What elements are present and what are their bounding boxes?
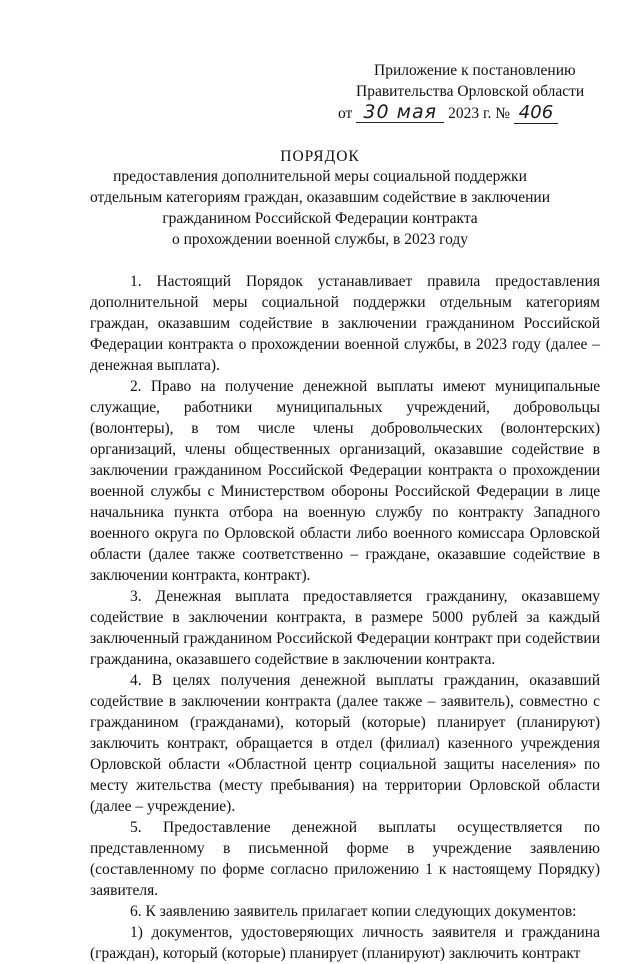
document-title: ПОРЯДОК [280, 148, 360, 165]
year-and-number-label: 2023 г. № [448, 105, 511, 122]
paragraph-6: 6. К заявлению заявитель прилагает копии следующих документов: [130, 903, 577, 920]
attachment-header [338, 60, 628, 124]
paragraph-1: 1. Настоящий Порядок устанавливает правила предоставления дополнительной меры социальной поддержки отдельным категориям граждан, оказавшим содействие в заключении гражданином Российской Федерации контракта о прохождении военной службы, в 2023 году (далее – денежная выплата). [90, 273, 600, 374]
paragraph-6-item-1: 1) документов, удостоверяющих личность заявителя и гражданина (граждан), который (которые) планирует (планируют) заключить контракт [90, 924, 600, 962]
subtitle-line-2: отдельным категориям граждан, оказавшим содействие в заключении [89, 189, 551, 206]
paragraph-3: 3. Денежная выплата предоставляется гражданину, оказавшему содействие в заключении контракта, в размере 5000 рублей за каждый заключенный гражданином Российской Федерации контракт при содействии гражданина, оказавшего содействие в заключении контракта. [90, 588, 600, 668]
paragraph-5: 5. Предоставление денежной выплаты осуществляется по представленному в письменной форме в учреждение заявлению (составленному по форме согласно приложению 1 к настоящему Порядку) заявителя. [90, 819, 600, 899]
handwritten-number: 406 [514, 103, 558, 124]
attachment-line-2: Правительства Орловской области [356, 83, 585, 100]
handwritten-date: 30 мая [356, 102, 444, 123]
document-subtitle [0, 166, 640, 250]
paragraph-4: 4. В целях получения денежной выплаты гражданин, оказавший содействие в заключении контракта (далее также – заявитель), совместно с гражданином (гражданами), который (которые) планирует (планируют) заключить контракт, обращается в отдел (филиал) казенного учреждения Орловской области «Областной центр социальной защиты населения» по месту жительства (месту пребывания) на территории Орловской области (далее – учреждение). [90, 672, 600, 815]
attachment-line-1: Приложение к постановлению [374, 62, 576, 79]
date-prefix: от [338, 105, 353, 122]
subtitle-line-1: предоставления дополнительной меры социальной поддержки [113, 168, 527, 185]
subtitle-line-3: гражданином Российской Федерации контракта [162, 210, 478, 227]
paragraph-2: 2. Право на получение денежной выплаты имеют муниципальные служащие, работники муниципальных учреждений, добровольцы (волонтеры), в том числе члены добровольческих (волонтерских) организаций, члены общественных организаций, оказавшие содействие в заключении гражданином Российской Федерации контракта о прохождении военной службы с Министерством обороны Российской Федерации в лице начальника пункта отбора на военную службу по контракту Западного военного округа по Орловской области либо военного комиссара Орловской области (далее также соответственно – граждане, оказавшие содействие в заключении контракта, контракт). [90, 378, 600, 584]
subtitle-line-4: о прохождении военной службы, в 2023 году [171, 231, 469, 248]
attachment-line-3 [338, 102, 628, 124]
document-body [90, 271, 600, 964]
